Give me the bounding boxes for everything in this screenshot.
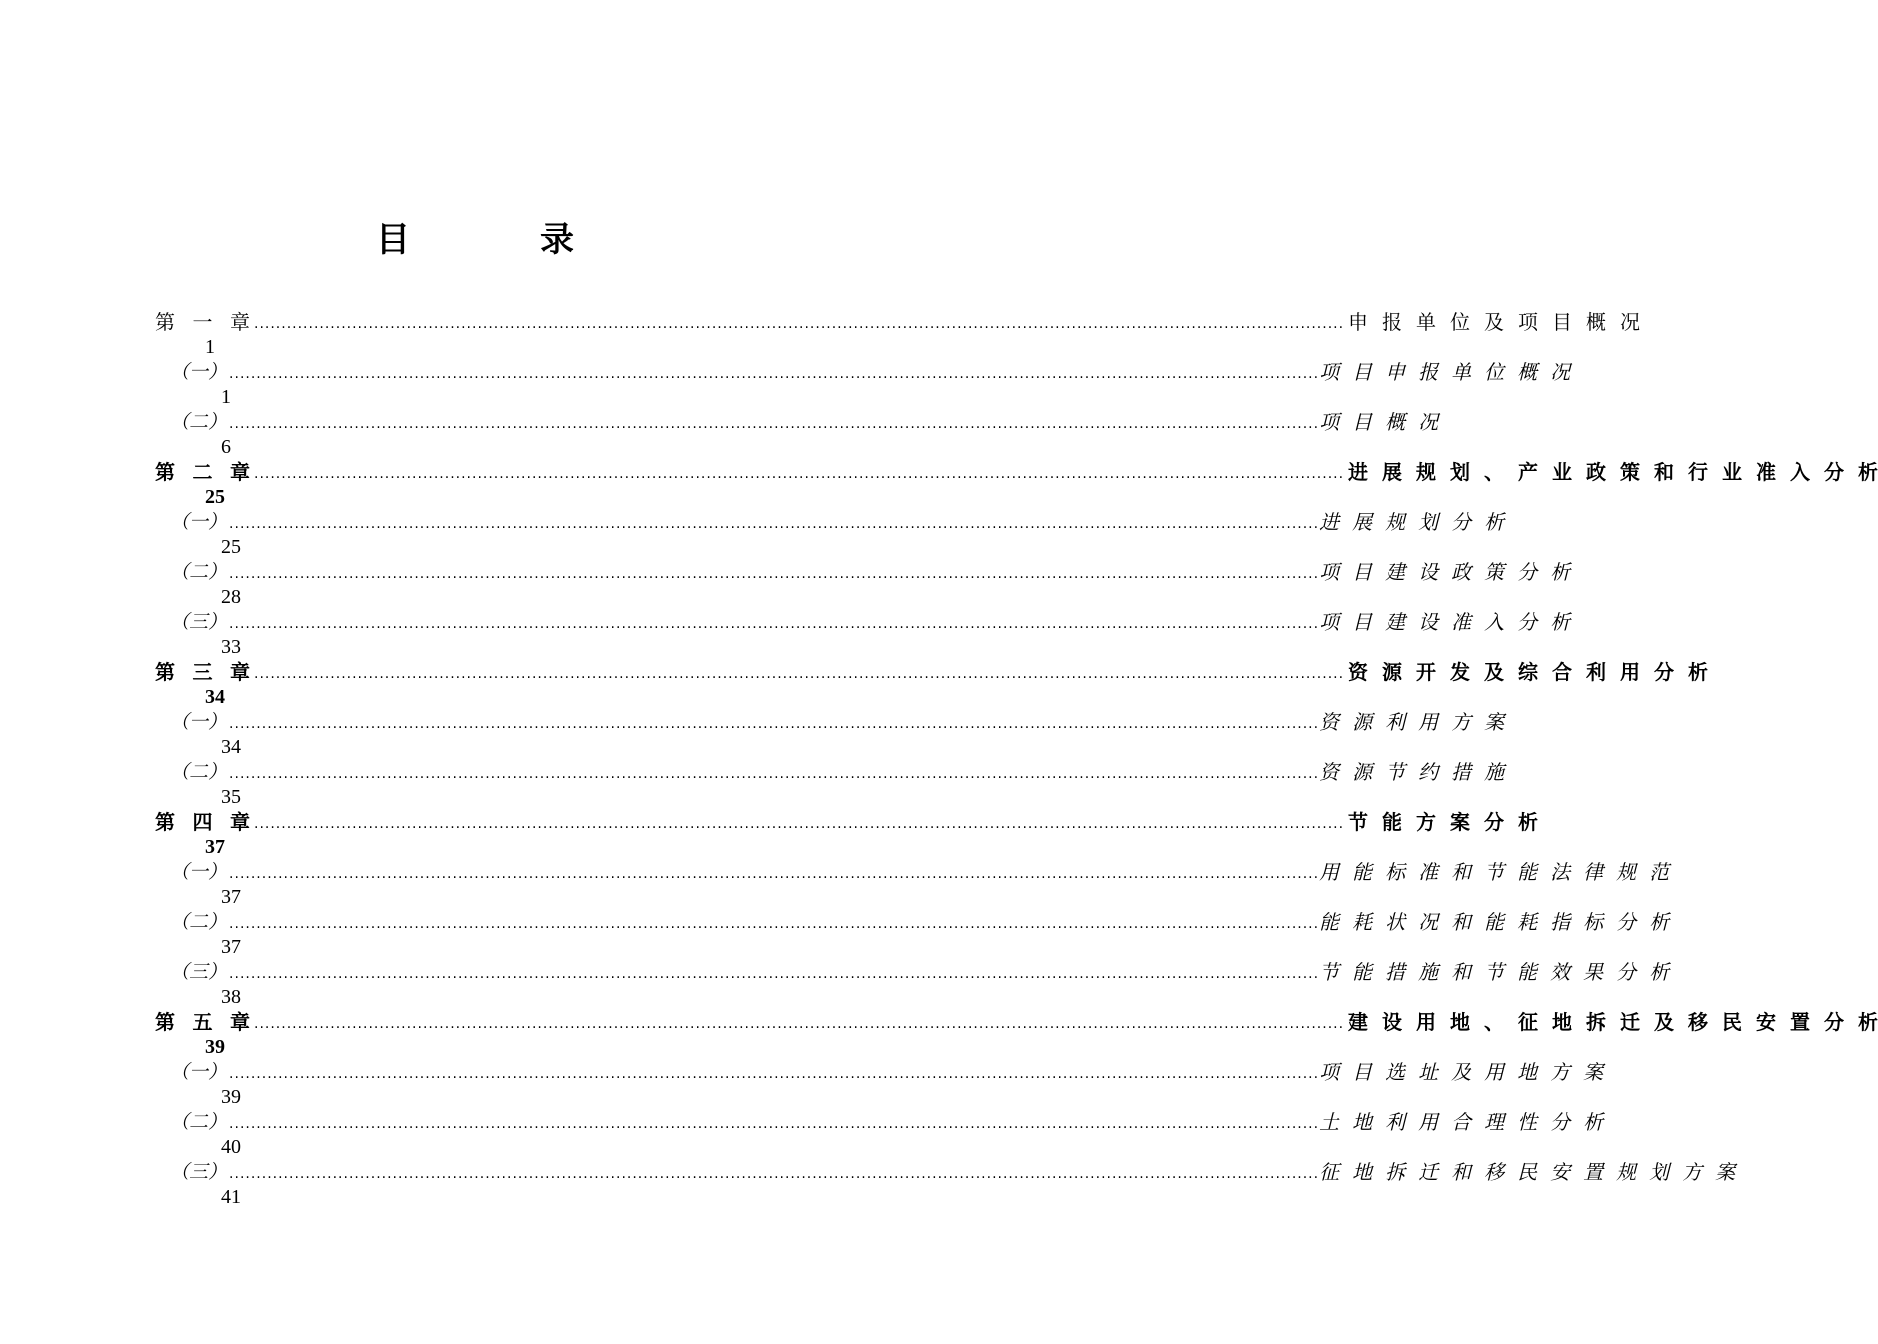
toc-entry-line bbox=[155, 1010, 1878, 1034]
toc-page-number: 38 bbox=[221, 986, 241, 1008]
toc-entry-line bbox=[155, 660, 1709, 684]
toc-leader-dots: ........................................................................................................................................................................................................ bbox=[229, 1166, 1320, 1182]
toc-entry-label: 第 三 章 bbox=[155, 660, 250, 684]
toc-page-number: 34 bbox=[205, 686, 225, 708]
toc-entry-title: 土 地 利 用 合 理 性 分 析 bbox=[1319, 1110, 1604, 1134]
toc-leader-dots: ........................................................................................................................................................................................................ bbox=[229, 916, 1320, 932]
table-of-contents bbox=[155, 298, 1878, 1208]
toc-page-number: 35 bbox=[221, 786, 241, 808]
toc-entry-label: （ 二 ） bbox=[170, 761, 228, 783]
toc-section-entry[interactable] bbox=[155, 1148, 1736, 1208]
toc-section-entry[interactable] bbox=[155, 698, 1505, 758]
toc-entry-line bbox=[170, 560, 1571, 584]
toc-entry-title: 项 目 申 报 单 位 概 况 bbox=[1319, 360, 1571, 384]
toc-page-number: 40 bbox=[221, 1136, 241, 1158]
toc-chapter-entry[interactable] bbox=[155, 648, 1709, 708]
toc-entry-line bbox=[170, 360, 1571, 384]
toc-page-number: 37 bbox=[221, 886, 241, 908]
toc-entry-label: （ 二 ） bbox=[170, 561, 228, 583]
toc-section-entry[interactable] bbox=[155, 948, 1670, 1008]
toc-page-number: 28 bbox=[221, 586, 241, 608]
toc-section-entry[interactable] bbox=[155, 1048, 1604, 1108]
toc-entry-label: （ 三 ） bbox=[170, 961, 228, 983]
toc-entry-line bbox=[170, 960, 1670, 984]
toc-leader-dots: ........................................................................................................................................................................................................ bbox=[229, 1116, 1320, 1132]
toc-section-entry[interactable] bbox=[155, 848, 1670, 908]
toc-page-number: 39 bbox=[205, 1036, 225, 1058]
toc-entry-label: （ 二 ） bbox=[170, 911, 228, 933]
toc-chapter-entry[interactable] bbox=[155, 798, 1539, 858]
toc-page-number: 1 bbox=[205, 336, 215, 358]
page-title bbox=[0, 212, 950, 261]
toc-entry-title: 进 展 规 划 、 产 业 政 策 和 行 业 准 入 分 析 bbox=[1348, 460, 1878, 484]
toc-entry-label: 第 四 章 bbox=[155, 810, 250, 834]
toc-entry-label: （ 一 ） bbox=[170, 711, 228, 733]
toc-leader-dots: ........................................................................................................................................................................................................ bbox=[254, 1016, 1345, 1032]
toc-entry-title: 资 源 利 用 方 案 bbox=[1319, 710, 1505, 734]
toc-page-number: 39 bbox=[221, 1086, 241, 1108]
toc-section-entry[interactable] bbox=[155, 498, 1505, 558]
toc-entry-label: 第 一 章 bbox=[155, 310, 250, 334]
toc-page-number: 6 bbox=[221, 436, 231, 458]
toc-section-entry[interactable] bbox=[155, 1098, 1604, 1158]
toc-entry-title: 资 源 开 发 及 综 合 利 用 分 析 bbox=[1348, 660, 1709, 684]
toc-entry-label: 第 五 章 bbox=[155, 1010, 250, 1034]
toc-entry-label: （ 二 ） bbox=[170, 411, 228, 433]
toc-leader-dots: ........................................................................................................................................................................................................ bbox=[229, 516, 1320, 532]
toc-entry-line bbox=[170, 860, 1670, 884]
toc-leader-dots: ........................................................................................................................................................................................................ bbox=[229, 566, 1320, 582]
toc-leader-dots: ........................................................................................................................................................................................................ bbox=[229, 866, 1320, 882]
toc-entry-line bbox=[170, 1110, 1604, 1134]
toc-entry-title: 项 目 选 址 及 用 地 方 案 bbox=[1319, 1060, 1604, 1084]
toc-leader-dots: ........................................................................................................................................................................................................ bbox=[254, 666, 1345, 682]
toc-page-number: 41 bbox=[221, 1186, 241, 1208]
toc-page-number: 25 bbox=[205, 486, 225, 508]
toc-leader-dots: ........................................................................................................................................................................................................ bbox=[229, 366, 1320, 382]
toc-entry-label: （ 一 ） bbox=[170, 861, 228, 883]
toc-entry-label: （ 二 ） bbox=[170, 1111, 228, 1133]
title-char-1: 目 bbox=[376, 220, 410, 260]
toc-section-entry[interactable] bbox=[155, 398, 1439, 458]
toc-entry-title: 节 能 方 案 分 析 bbox=[1348, 810, 1539, 834]
toc-section-entry[interactable] bbox=[155, 748, 1505, 808]
toc-entry-title: 能 耗 状 况 和 能 耗 指 标 分 析 bbox=[1319, 910, 1670, 934]
toc-entry-title: 项 目 概 况 bbox=[1319, 410, 1439, 434]
toc-entry-title: 申 报 单 位 及 项 目 概 况 bbox=[1348, 310, 1641, 334]
toc-leader-dots: ........................................................................................................................................................................................................ bbox=[229, 966, 1320, 982]
toc-entry-line bbox=[170, 1160, 1736, 1184]
toc-entry-title: 用 能 标 准 和 节 能 法 律 规 范 bbox=[1319, 860, 1670, 884]
toc-leader-dots: ........................................................................................................................................................................................................ bbox=[229, 716, 1320, 732]
toc-leader-dots: ........................................................................................................................................................................................................ bbox=[254, 316, 1345, 332]
toc-entry-title: 建 设 用 地 、 征 地 拆 迁 及 移 民 安 置 分 析 bbox=[1348, 1010, 1878, 1034]
toc-chapter-entry[interactable] bbox=[155, 998, 1878, 1058]
toc-page-number: 33 bbox=[221, 636, 241, 658]
toc-entry-line bbox=[155, 810, 1539, 834]
toc-section-entry[interactable] bbox=[155, 598, 1571, 658]
toc-leader-dots: ........................................................................................................................................................................................................ bbox=[229, 1066, 1320, 1082]
toc-page-number: 34 bbox=[221, 736, 241, 758]
toc-entry-label: （ 一 ） bbox=[170, 511, 228, 533]
toc-page-number: 37 bbox=[221, 936, 241, 958]
toc-chapter-entry[interactable] bbox=[155, 298, 1641, 358]
toc-leader-dots: ........................................................................................................................................................................................................ bbox=[254, 466, 1345, 482]
toc-entry-line bbox=[170, 510, 1505, 534]
toc-entry-line bbox=[170, 710, 1505, 734]
toc-chapter-entry[interactable] bbox=[155, 448, 1878, 508]
toc-entry-label: （ 一 ） bbox=[170, 1061, 228, 1083]
toc-entry-line bbox=[155, 310, 1641, 334]
toc-entry-line bbox=[170, 1060, 1604, 1084]
toc-entry-line bbox=[170, 910, 1670, 934]
toc-entry-title: 征 地 拆 迁 和 移 民 安 置 规 划 方 案 bbox=[1319, 1160, 1736, 1184]
toc-page-number: 25 bbox=[221, 536, 241, 558]
toc-leader-dots: ........................................................................................................................................................................................................ bbox=[229, 616, 1320, 632]
toc-section-entry[interactable] bbox=[155, 348, 1571, 408]
toc-entry-line bbox=[155, 460, 1878, 484]
toc-leader-dots: ........................................................................................................................................................................................................ bbox=[254, 816, 1345, 832]
toc-entry-title: 进 展 规 划 分 析 bbox=[1319, 510, 1505, 534]
toc-entry-line bbox=[170, 410, 1439, 434]
title-char-2: 录 bbox=[540, 220, 574, 260]
toc-entry-line bbox=[170, 760, 1505, 784]
toc-leader-dots: ........................................................................................................................................................................................................ bbox=[229, 416, 1320, 432]
toc-entry-title: 项 目 建 设 准 入 分 析 bbox=[1319, 610, 1571, 634]
toc-entry-title: 节 能 措 施 和 节 能 效 果 分 析 bbox=[1319, 960, 1670, 984]
toc-section-entry[interactable] bbox=[155, 898, 1670, 958]
toc-entry-label: （ 三 ） bbox=[170, 1161, 228, 1183]
toc-page-number: 1 bbox=[221, 386, 231, 408]
toc-leader-dots: ........................................................................................................................................................................................................ bbox=[229, 766, 1320, 782]
toc-entry-label: 第 二 章 bbox=[155, 460, 250, 484]
toc-entry-title: 项 目 建 设 政 策 分 析 bbox=[1319, 560, 1571, 584]
toc-section-entry[interactable] bbox=[155, 548, 1571, 608]
toc-entry-label: （ 一 ） bbox=[170, 361, 228, 383]
toc-page-number: 37 bbox=[205, 836, 225, 858]
toc-entry-line bbox=[170, 610, 1571, 634]
toc-entry-label: （ 三 ） bbox=[170, 611, 228, 633]
toc-entry-title: 资 源 节 约 措 施 bbox=[1319, 760, 1505, 784]
